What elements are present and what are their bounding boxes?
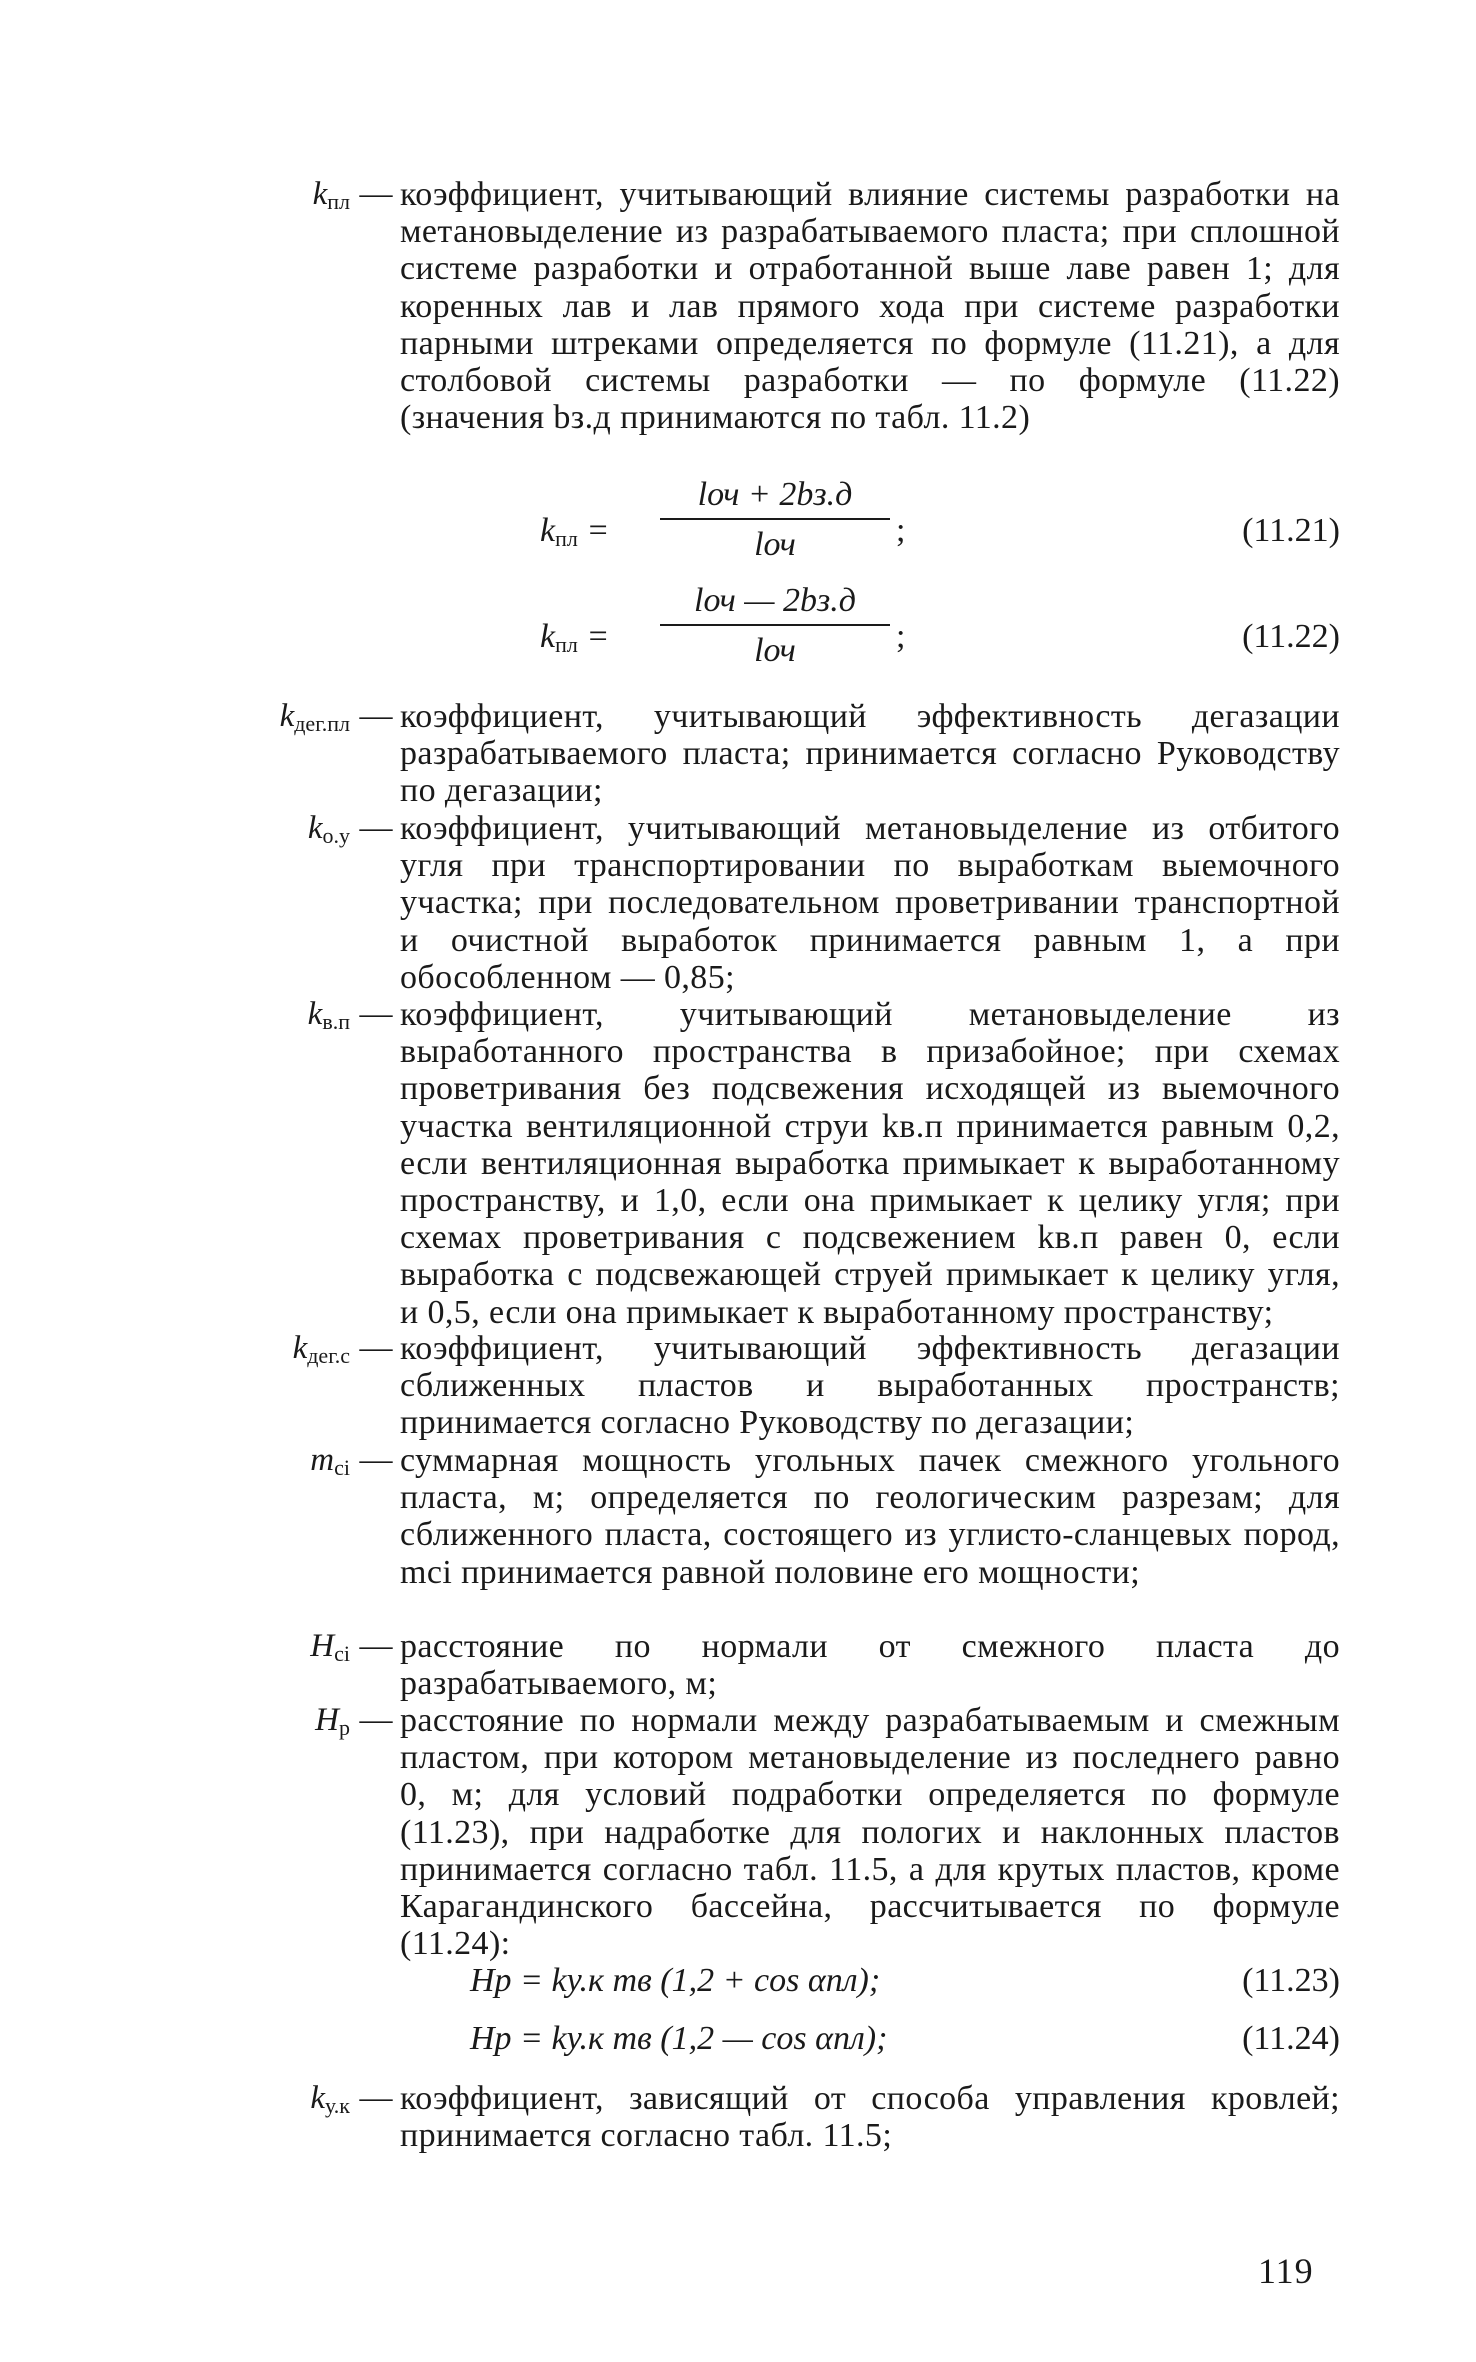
definition-k-pl: $k_{пл}$ — коэффициент, учитывающий влияние системы разработки на метановыделение из разрабатываемого пласта; при сплошной системе разработки и отработанной выше лаве равен 1; для коренных лав и лав прямого хода при системе разработки парными штреками определяется по формуле (11.21), а для столбовой системы разработки — по формуле (11.22) (значения bз.д принимаются по табл. 11.2) <box>160 176 1340 436</box>
definition-k-o-u: $k_{о.у}$ — коэффициент, учитывающий метановыделение из отбитого угля при транспортировании по выработкам выемочного участка; при последовательном проветривании транспортной и очистной выработок принимается равным 1, а при обособленном — 0,85; <box>160 810 1340 996</box>
formula-11-22: $k_{пл}$ = lоч — 2bз.д lоч ; (11.22) <box>540 582 1340 669</box>
formula-11-24 <box>470 2020 1340 2064</box>
definition-h-ci: $H_{ci}$ — расстояние по нормали от смежного пласта до разрабатываемого, м; <box>160 1628 1340 1702</box>
definition-m-ci: $m_{ci}$ — суммарная мощность угольных пачек смежного угольного пласта, м; определяется по геологическим разрезам; для сближенного пласта, состоящего из углисто-сланцевых пород, mci принимается равной половине его мощности; <box>160 1442 1340 1591</box>
definition-symbol: $k_{о.у}$ <box>307 810 350 848</box>
definition-text: коэффициент, учитывающий эффективность дегазации разрабатываемого пласта; принимается согласно Руководству по дегазации; <box>400 698 1340 810</box>
formula-expression: Hр = kу.к mв (1,2 + cos αпл); <box>470 1962 881 1999</box>
formula-expression: Hр = kу.к mв (1,2 — cos αпл); <box>470 2020 888 2057</box>
definition-symbol: $k_{у.к}$ <box>310 2080 350 2118</box>
definition-symbol: $m_{ci}$ <box>310 1442 350 1480</box>
definition-text: коэффициент, учитывающий влияние системы разработки на метановыделение из разрабатываемого пласта; при сплошной системе разработки и отработанной выше лаве равен 1; для коренных лав и лав прямого хода при системе разработки парными штреками определяется по формуле (11.21), а для столбовой системы разработки — по формуле (11.22) (значения bз.д принимаются по табл. 11.2) <box>400 176 1340 437</box>
definition-text: расстояние по нормали между разрабатываемым и смежным пластом, при котором метановыделение из последнего равно 0, м; для условий подработки определяется по формуле (11.23), при надработке для пологих и наклонных пластов принимается согласно табл. 11.5, а для крутых пластов, кроме Карагандинского бассейна, рассчитывается по формуле (11.24): <box>400 1702 1340 1963</box>
fraction: lоч + 2bз.д lоч <box>660 476 890 564</box>
definition-text: коэффициент, учитывающий метановыделение из отбитого угля при транспортировании по выработкам выемочного участка; при последовательном проветривании транспортной и очистной выработок принимается равным 1, а при обособленном — 0,85; <box>400 810 1340 996</box>
definition-symbol: $H_р$ <box>315 1702 350 1740</box>
definition-symbol: $k_{пл}$ <box>312 176 350 214</box>
definition-k-v-p: $k_{в.п}$ — коэффициент, учитывающий метановыделение из выработанного пространства в призабойное; при схемах проветривания без подсвежения исходящей из выемочного участка вентиляционной струи kв.п принимается равным 0,2, если вентиляционная выработка примыкает к выработанному пространству, и 1,0, если она примыкает к целику угля; при схемах проветривания с подсвежением kв.п равен 0, если выработка с подсвежающей струей примыкает к целику угля, и 0,5, если она примыкает к выработанному пространству; <box>160 996 1340 1331</box>
definition-text: суммарная мощность угольных пачек смежного угольного пласта, м; определяется по геологическим разрезам; для сближенного пласта, состоящего из углисто-сланцевых пород, mci принимается равной половине его мощности; <box>400 1442 1340 1591</box>
formula-11-23 <box>470 1962 1340 2006</box>
definition-k-u-k: $k_{у.к}$ — коэффициент, зависящий от способа управления кровлей; принимается согласно табл. 11.5; <box>160 2080 1340 2154</box>
definition-symbol: $k_{в.п}$ <box>307 996 350 1034</box>
definition-k-deg-s: $k_{дег.с}$ — коэффициент, учитывающий эффективность дегазации сближенных пластов и выработанных пространств; принимается согласно Руководству по дегазации; <box>160 1330 1340 1442</box>
definition-text: коэффициент, зависящий от способа управления кровлей; принимается согласно табл. 11.5; <box>400 2080 1340 2155</box>
definition-text: расстояние по нормали от смежного пласта до разрабатываемого, м; <box>400 1628 1340 1703</box>
definition-symbol: $H_{ci}$ <box>310 1628 350 1666</box>
definition-symbol: $k_{дег.пл}$ <box>279 698 350 736</box>
formula-number: (11.21) <box>1242 512 1340 549</box>
page-number: 119 <box>1258 2251 1314 2291</box>
formula-number: (11.24) <box>1242 2020 1340 2057</box>
definition-symbol: $k_{дег.с}$ <box>292 1330 350 1368</box>
formula-number: (11.23) <box>1242 1962 1340 1999</box>
formula-number: (11.22) <box>1242 618 1340 655</box>
definition-text: коэффициент, учитывающий эффективность дегазации сближенных пластов и выработанных пространств; принимается согласно Руководству по дегазации; <box>400 1330 1340 1442</box>
formula-11-21: $k_{пл}$ = lоч + 2bз.д lоч ; (11.21) <box>540 476 1340 563</box>
definition-h-r: $H_р$ — расстояние по нормали между разрабатываемым и смежным пластом, при котором метановыделение из последнего равно 0, м; для условий подработки определяется по формуле (11.23), при надработке для пологих и наклонных пластов принимается согласно табл. 11.5, а для крутых пластов, кроме Карагандинского бассейна, рассчитывается по формуле (11.24): <box>160 1702 1340 1962</box>
fraction: lоч — 2bз.д lоч <box>660 582 890 670</box>
definition-k-deg-pl: $k_{дег.пл}$ — коэффициент, учитывающий эффективность дегазации разрабатываемого пласта; принимается согласно Руководству по дегазации; <box>160 698 1340 810</box>
definition-text: коэффициент, учитывающий метановыделение из выработанного пространства в призабойное; при схемах проветривания без подсвежения исходящей из выемочного участка вентиляционной струи kв.п принимается равным 0,2, если вентиляционная выработка примыкает к выработанному пространству, и 1,0, если она примыкает к целику угля; при схемах проветривания с подсвежением kв.п равен 0, если выработка с подсвежающей струей примыкает к целику угля, и 0,5, если она примыкает к выработанному пространству; <box>400 996 1340 1331</box>
